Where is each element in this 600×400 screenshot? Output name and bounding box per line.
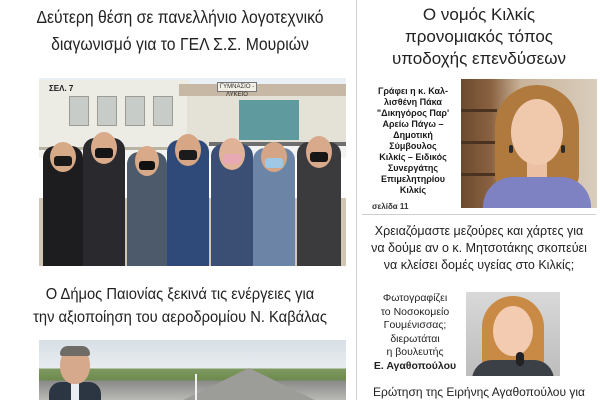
school-students-photo[interactable]: [39, 78, 346, 266]
caption-line: Σύμβουλος: [389, 141, 437, 151]
caption-line: Κιλκίς – Ειδικός: [379, 152, 447, 162]
road-centerline: [195, 374, 197, 400]
bookshelf: [461, 109, 497, 112]
page-reference[interactable]: σελίδα 11: [372, 202, 409, 211]
caption-line: λισθένη Πάκα: [384, 97, 442, 107]
caption-line: Δημοτική: [393, 130, 433, 140]
author-caption: [366, 86, 460, 196]
caption-line: Επιμελητηρίου: [381, 174, 445, 184]
portrait-hair: [60, 346, 90, 356]
author-portrait-photo[interactable]: [461, 79, 597, 208]
face-mask: [310, 152, 328, 162]
caption2-line: Φωτογραφίζει: [382, 292, 448, 304]
student-figure: [211, 144, 253, 266]
building-window: [97, 96, 117, 126]
student-figure: [253, 148, 295, 266]
column-divider: [356, 0, 357, 400]
earring: [561, 145, 565, 153]
main-headline-line1: Δεύτερη θέση σε πανελλήνιο λογοτεχνικό: [36, 7, 324, 27]
health-headline-line1: Χρειαζόμαστε μεζούρες και χάρτες για: [374, 224, 584, 238]
student-figure: [127, 152, 167, 266]
section-divider: [362, 214, 596, 215]
caption-line: Γράφει η κ. Καλ-: [377, 86, 449, 96]
main-headline-line2: διαγωνισμό για το ΓΕΛ Σ.Σ. Μουριών: [51, 34, 309, 54]
main-headline[interactable]: [27, 4, 333, 58]
shirt: [71, 382, 79, 400]
health-headline-line2: να δούμε αν ο κ. Μητσοτάκης σκοπεύει: [371, 241, 587, 255]
portrait-jacket: [472, 360, 554, 376]
student-figure: [297, 142, 341, 266]
student-figure: [167, 140, 209, 266]
caption-line: Αρείω Πάγω –: [382, 119, 444, 129]
student-figure: [83, 138, 125, 266]
second-headline-line1: Ο Δήμος Παιονίας ξεκινά τις ενέργειες για: [45, 286, 315, 303]
portrait-face: [511, 99, 563, 165]
student-figure: [43, 146, 83, 266]
face-mask: [265, 158, 283, 168]
mayor-portrait: [49, 346, 101, 400]
earring: [509, 145, 513, 153]
caption2-line: το Νοσοκομείο: [380, 305, 450, 318]
face-mask: [95, 148, 113, 158]
caption-line: "Δικηγόρος Παρ': [376, 108, 450, 118]
bookshelf: [461, 173, 497, 176]
bookshelf: [461, 141, 497, 144]
face-mask: [223, 154, 241, 164]
right-headline-line3: υποδοχής επενδύσεων: [392, 49, 566, 68]
face-mask: [179, 150, 197, 160]
caption-line: Συνεργάτης: [387, 163, 439, 173]
building-window: [125, 96, 145, 126]
building-window: [153, 96, 173, 126]
building-window: [69, 96, 89, 126]
caption2-line: η βουλευτής: [386, 346, 444, 358]
road: [179, 368, 319, 400]
caption-line: Κιλκίς: [399, 185, 427, 195]
health-headline-line3: να κλείσει δομές υγείας στο Κιλκίς;: [383, 258, 575, 272]
mp-name: Ε. Αγαθοπούλου: [373, 359, 457, 372]
portrait-face: [493, 306, 533, 356]
right-headline-line1: Ο νομός Κιλκίς: [422, 5, 536, 24]
face-mask: [139, 161, 155, 170]
building-roof: [179, 84, 346, 96]
microphone: [516, 352, 524, 366]
caption2-line: Γουμένισσας;: [383, 319, 447, 331]
school-signboard: ΓΥΜΝΑΣΙΟ - ΛΥΚΕΙΟ: [217, 82, 257, 92]
second-headline-line2: την αξιοποίηση του αεροδρομίου Ν. Καβάλας: [33, 309, 327, 326]
portrait-blouse: [483, 177, 591, 208]
mp-caption: [366, 292, 464, 373]
airport-road-photo[interactable]: [39, 340, 346, 400]
second-headline[interactable]: [24, 283, 337, 329]
caption2-line: διερωτάται: [390, 332, 440, 345]
page-reference-label: ΣΕΛ. 7: [49, 84, 74, 93]
footer-teaser[interactable]: Ερώτηση της Ειρήνης Αγαθοπούλου για: [373, 385, 585, 399]
face-mask: [54, 156, 72, 166]
right-headline-line2: προνομιακός τόπος: [405, 27, 553, 46]
right-headline[interactable]: [362, 4, 596, 70]
mp-portrait-photo[interactable]: [466, 292, 560, 376]
building-entrance: [239, 100, 299, 140]
health-headline[interactable]: [362, 223, 596, 274]
